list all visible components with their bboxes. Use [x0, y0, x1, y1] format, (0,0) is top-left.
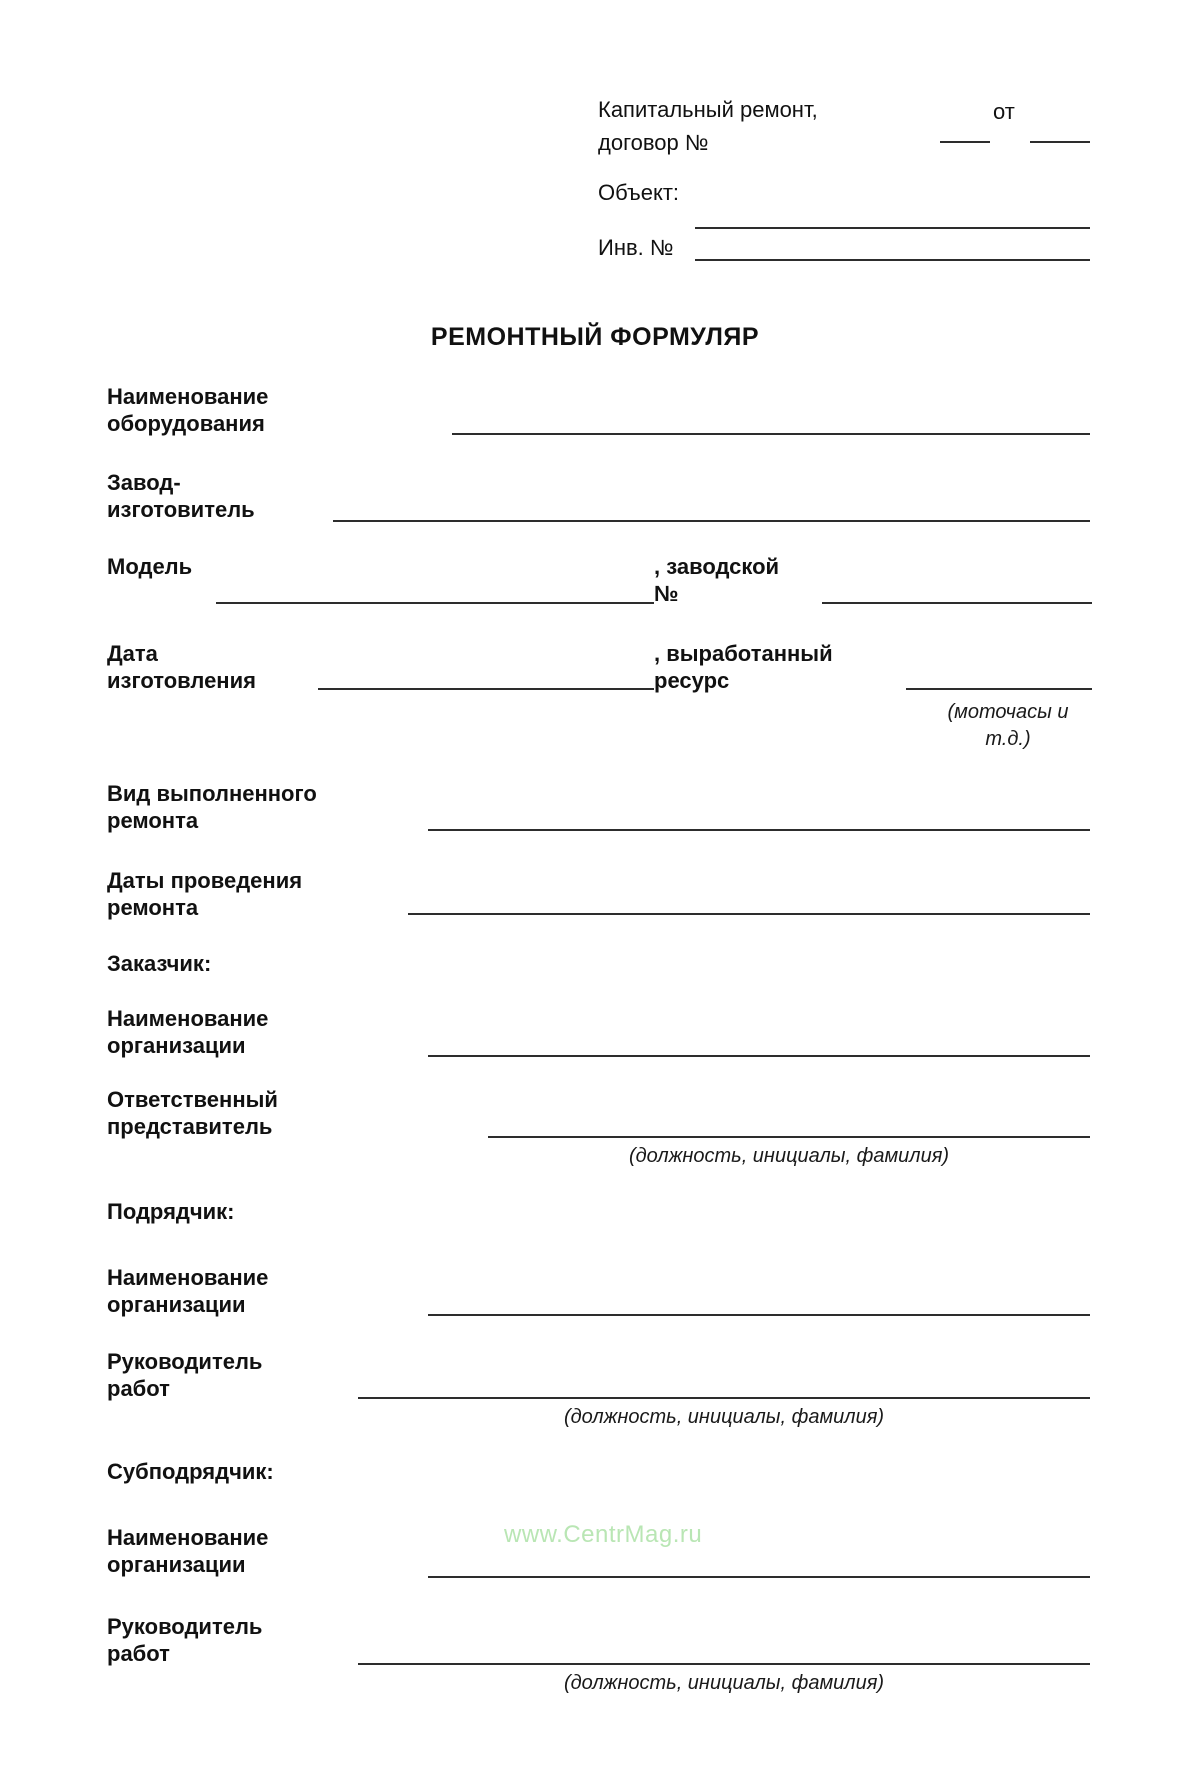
model-label-line1: Модель [107, 554, 193, 579]
manufacturer-label-line2: изготовитель [107, 497, 255, 522]
equipment-name-fill-line [452, 433, 1090, 435]
contractor-section-heading-text: Подрядчик: [107, 1199, 235, 1224]
customer-representative-signature-hint: (должность, инициалы, фамилия) [628, 1145, 950, 1167]
repair-dates-label-line1: Даты проведения [107, 868, 303, 893]
form-title: РЕМОНТНЫЙ ФОРМУЛЯР [430, 323, 760, 351]
contractor-work-lead-fill-line [358, 1397, 1090, 1399]
repair-dates-fill-line [408, 913, 1090, 915]
contractor-section-heading [107, 1198, 235, 1225]
customer-org-fill-line [428, 1055, 1090, 1057]
subcontractor-org-label [107, 1524, 268, 1578]
repair-dates-label [107, 867, 302, 921]
factory-number-label-line2: № [654, 581, 679, 606]
factory-number-label [654, 553, 779, 607]
manufacture-date-label-line1: Дата [107, 641, 158, 666]
repair-type-fill-line [428, 829, 1090, 831]
inventory-number-fill-line [695, 259, 1090, 261]
contractor-org-label-line2: организации [107, 1292, 246, 1317]
contractor-work-lead-label [107, 1348, 262, 1402]
customer-section-heading [107, 950, 211, 977]
contract-date-preposition: от [993, 99, 1015, 124]
customer-representative-fill-line [488, 1136, 1090, 1138]
customer-org-label [107, 1005, 268, 1059]
contract-header-label: Капитальный ремонт, договор № [598, 97, 824, 155]
contractor-work-lead-label-line1: Руководитель [107, 1349, 263, 1374]
contractor-work-lead-signature-hint: (должность, инициалы, фамилия) [563, 1406, 885, 1428]
subcontractor-work-lead-fill-line [358, 1663, 1090, 1665]
subcontractor-work-lead-label-line1: Руководитель [107, 1614, 263, 1639]
manufacture-date-label-line2: изготовления [107, 668, 256, 693]
manufacturer-fill-line [333, 520, 1090, 522]
resource-units-annotation: (моточасы и т.д.) [947, 701, 1069, 750]
spent-resource-label-line2: ресурс [654, 668, 730, 693]
contract-date-fill-line [1030, 141, 1090, 143]
model-label [107, 553, 192, 580]
customer-representative-label [107, 1086, 278, 1140]
subcontractor-section-heading [107, 1458, 274, 1485]
manufacturer-label-line1: Завод- [107, 470, 181, 495]
subcontractor-section-heading-text: Субподрядчик: [107, 1459, 274, 1484]
contractor-org-fill-line [428, 1314, 1090, 1316]
subcontractor-org-label-line2: организации [107, 1552, 246, 1577]
repair-type-label-line2: ремонта [107, 808, 199, 833]
contract-number-fill-line [940, 141, 990, 143]
repair-type-label-line1: Вид выполненного [107, 781, 317, 806]
manufacture-date-fill-line [318, 688, 654, 690]
repair-dates-label-line2: ремонта [107, 895, 199, 920]
subcontractor-work-lead-label [107, 1613, 262, 1667]
customer-org-label-line2: организации [107, 1033, 246, 1058]
repair-type-label [107, 780, 317, 834]
subcontractor-org-fill-line [428, 1576, 1090, 1578]
object-fill-line [695, 227, 1090, 229]
spent-resource-label [654, 640, 833, 694]
equipment-name-label-line1: Наименование [107, 384, 269, 409]
manufacturer-label [107, 469, 255, 523]
object-label: Объект: [598, 180, 680, 205]
contractor-work-lead-label-line2: работ [107, 1376, 170, 1401]
subcontractor-work-lead-label-line2: работ [107, 1641, 170, 1666]
inventory-number-label: Инв. № [598, 235, 674, 260]
customer-representative-label-line2: представитель [107, 1114, 273, 1139]
equipment-name-label [107, 383, 268, 437]
centrmag-watermark: www.CentrMag.ru [504, 1521, 703, 1548]
subcontractor-org-label-line1: Наименование [107, 1525, 269, 1550]
contractor-org-label [107, 1264, 268, 1318]
manufacture-date-label [107, 640, 256, 694]
spent-resource-fill-line [906, 688, 1092, 690]
customer-section-heading-text: Заказчик: [107, 951, 212, 976]
customer-representative-label-line1: Ответственный [107, 1087, 278, 1112]
equipment-name-label-line2: оборудования [107, 411, 265, 436]
contractor-org-label-line1: Наименование [107, 1265, 269, 1290]
factory-number-fill-line [822, 602, 1092, 604]
model-fill-line [216, 602, 654, 604]
spent-resource-label-line1: , выработанный [654, 641, 833, 666]
factory-number-label-line1: , заводской [654, 554, 780, 579]
subcontractor-work-lead-signature-hint: (должность, инициалы, фамилия) [563, 1672, 885, 1694]
customer-org-label-line1: Наименование [107, 1006, 269, 1031]
